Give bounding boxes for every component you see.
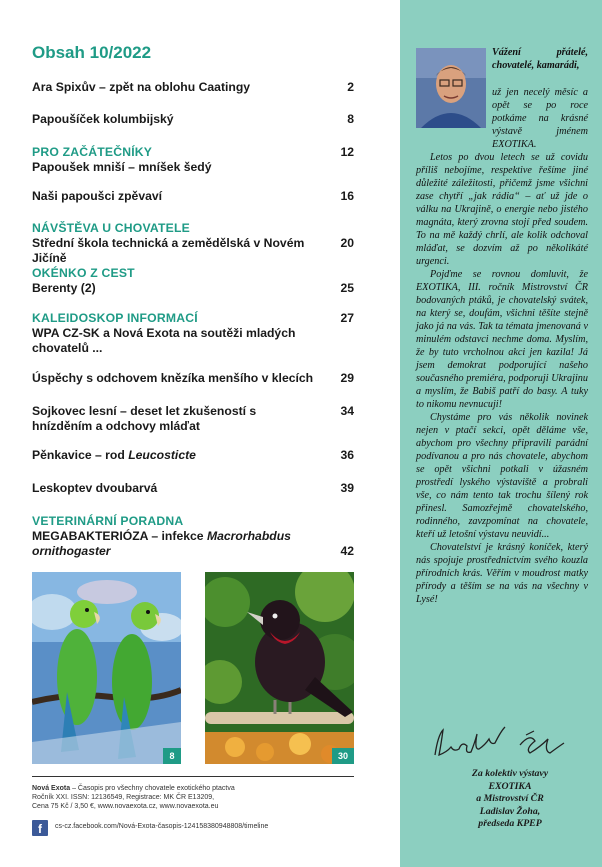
publication-info: Nová Exota – Časopis pro všechny chovatele exotického ptactva Ročník XXI. ISSN: 12136549, Registrace: MK ČR E13209, Cena 75 Kč / 3,50 €, www.novaexota.cz, www.novaexota.eu bbox=[32, 785, 235, 811]
page-badge: 30 bbox=[332, 748, 354, 764]
entry-title: Úspěchy s odchovem knězíka menšího v klecích bbox=[32, 371, 314, 385]
toc-entry[interactable] bbox=[32, 80, 354, 95]
entry-page: 25 bbox=[340, 281, 354, 295]
editorial-paragraph: Pojďme se rovnou domluvit, že EXOTIKA, III. ročník Mistrovství ČR bodovaných ptáků, je chovatelský svátek, na který se, doufám, všichni těšíte stejně jako já na vás. Tak ta témata jmenovaná v minulém odstavci nechme doma. Myslím, že by tuto vrcholnou akci jen kazila! Já jsem demokrat podporující našeho současného premiéra, podporuji Ukrajinu a myslím, že Babiš patří do basy. A tuky to nikomu nevnucuji! bbox=[416, 269, 588, 410]
toc-entry[interactable] bbox=[32, 481, 354, 496]
handwritten-signature bbox=[430, 725, 580, 765]
entry-page: 36 bbox=[340, 448, 354, 462]
entry-page: 2 bbox=[347, 80, 354, 94]
entry-page: 39 bbox=[340, 481, 354, 495]
editorial-signoff: Za kolektiv výstavy EXOTIKA a Mistrovství ČR Ladislav Žoha, předseda KPEP bbox=[471, 768, 549, 829]
entry-title: Papoušíček kolumbijský bbox=[32, 112, 174, 126]
toc-entry[interactable] bbox=[32, 145, 354, 175]
page-badge: 8 bbox=[163, 748, 181, 764]
editorial-paragraph: už jen necelý měsíc a opět se po roce potkáme na krásné výstavě jménem EXOTIKA. bbox=[492, 87, 588, 150]
toc-entry[interactable] bbox=[32, 189, 354, 204]
entry-page: 20 bbox=[340, 236, 354, 250]
entry-title: Leskoptev dvoubarvá bbox=[32, 481, 158, 495]
editorial-paragraph: Chovatelství je krásný koníček, který nás spojuje prostřednictvím svého kouzla přírodních krás. Věřím v moudrost matky přírody a těším se na vás na všechny v Lysé! bbox=[416, 542, 588, 605]
entry-section: PRO ZAČÁTEČNÍKY bbox=[32, 145, 153, 159]
entry-title: Papoušek mniší – mníšek šedý bbox=[32, 160, 212, 174]
entry-section: OKÉNKO Z CEST bbox=[32, 266, 135, 280]
toc-entry[interactable] bbox=[32, 221, 354, 266]
entry-page: 12 bbox=[340, 145, 354, 159]
parakeets-image bbox=[32, 572, 181, 764]
editorial-paragraph: Letos po dvou letech se už covidu příliš nebojíme, respektive řešíme jiné důležité záležitosti, přičemž jsme všichni zase chytří „jak rádia“ – ať už jde o válku na Ukrajině, o energie nebo jistého magnáta, který zrovna stojí před soudem. To na mě každý chrlí, ale kolik odchoval mláďat, se dozvím až po několikáté urgenci. bbox=[416, 152, 588, 267]
entry-title: Berenty (2) bbox=[32, 281, 96, 295]
entry-section: KALEIDOSKOP INFORMACÍ bbox=[32, 311, 198, 325]
entry-page: 29 bbox=[340, 371, 354, 385]
entry-title: Střední škola technická a zemědělská v Novém Jičíně bbox=[32, 236, 305, 265]
editor-portrait bbox=[416, 48, 486, 128]
bird-image bbox=[205, 572, 354, 764]
entry-title: Sojkovec lesní – deset let zkušeností s hnízděním a odchovy mláďat bbox=[32, 404, 257, 433]
entry-page: 27 bbox=[340, 311, 354, 325]
toc-title: Obsah 10/2022 bbox=[32, 43, 152, 62]
toc-entry[interactable] bbox=[32, 448, 354, 463]
facebook-icon[interactable]: f bbox=[32, 820, 48, 836]
footer-divider bbox=[32, 776, 354, 777]
entry-page: 42 bbox=[340, 544, 354, 558]
entry-title: Ara Spixův – zpět na oblohu Caatingy bbox=[32, 80, 251, 94]
entry-page: 34 bbox=[340, 404, 354, 418]
editorial-text bbox=[416, 46, 588, 606]
editorial-paragraph: Chystáme pro vás několik novinek nejen v ptačí sekci, opět děláme vše, abychom pro všechny připravili parádní podívanou a pro nás chovatele, abychom se opět všichni potkali v úžasném prostředí lyského výstaviště a probrali vše, co nám tento tak trochu šílený rok přinesl. Samozřejmě chovatelského, rodinného, zavzpomínat na chovatele, kteří už letošní výstavu neuvidí... bbox=[416, 412, 588, 540]
entry-page: 16 bbox=[340, 189, 354, 203]
entry-title: WPA CZ-SK a Nová Exota na soutěži mladých chovatelů ... bbox=[32, 326, 296, 355]
toc-entry[interactable] bbox=[32, 266, 354, 296]
entry-page: 8 bbox=[347, 112, 354, 126]
toc-entry[interactable] bbox=[32, 311, 354, 356]
entry-title: Naši papoušci zpěvaví bbox=[32, 189, 163, 203]
toc-entry[interactable] bbox=[32, 404, 354, 434]
toc-entry[interactable] bbox=[32, 112, 354, 127]
facebook-link[interactable]: cs-cz.facebook.com/Nová-Exota-časopis-124158380948808/timeline bbox=[55, 823, 269, 830]
bird-photo[interactable] bbox=[205, 572, 354, 764]
entry-title: MEGABAKTERIÓZA – infekce Macrorhabdus ornithogaster bbox=[32, 529, 291, 558]
entry-section: VETERINÁRNÍ PORADNA bbox=[32, 514, 184, 528]
toc-entry[interactable] bbox=[32, 371, 354, 386]
toc-entry[interactable] bbox=[32, 514, 354, 559]
entry-section: NÁVŠTĚVA U CHOVATELE bbox=[32, 221, 190, 235]
editorial-greeting: Vážení přátelé, chovatelé, kamarádi, bbox=[492, 47, 588, 71]
entry-title: Pěnkavice – rod Leucosticte bbox=[32, 448, 196, 462]
parakeets-photo[interactable] bbox=[32, 572, 181, 764]
